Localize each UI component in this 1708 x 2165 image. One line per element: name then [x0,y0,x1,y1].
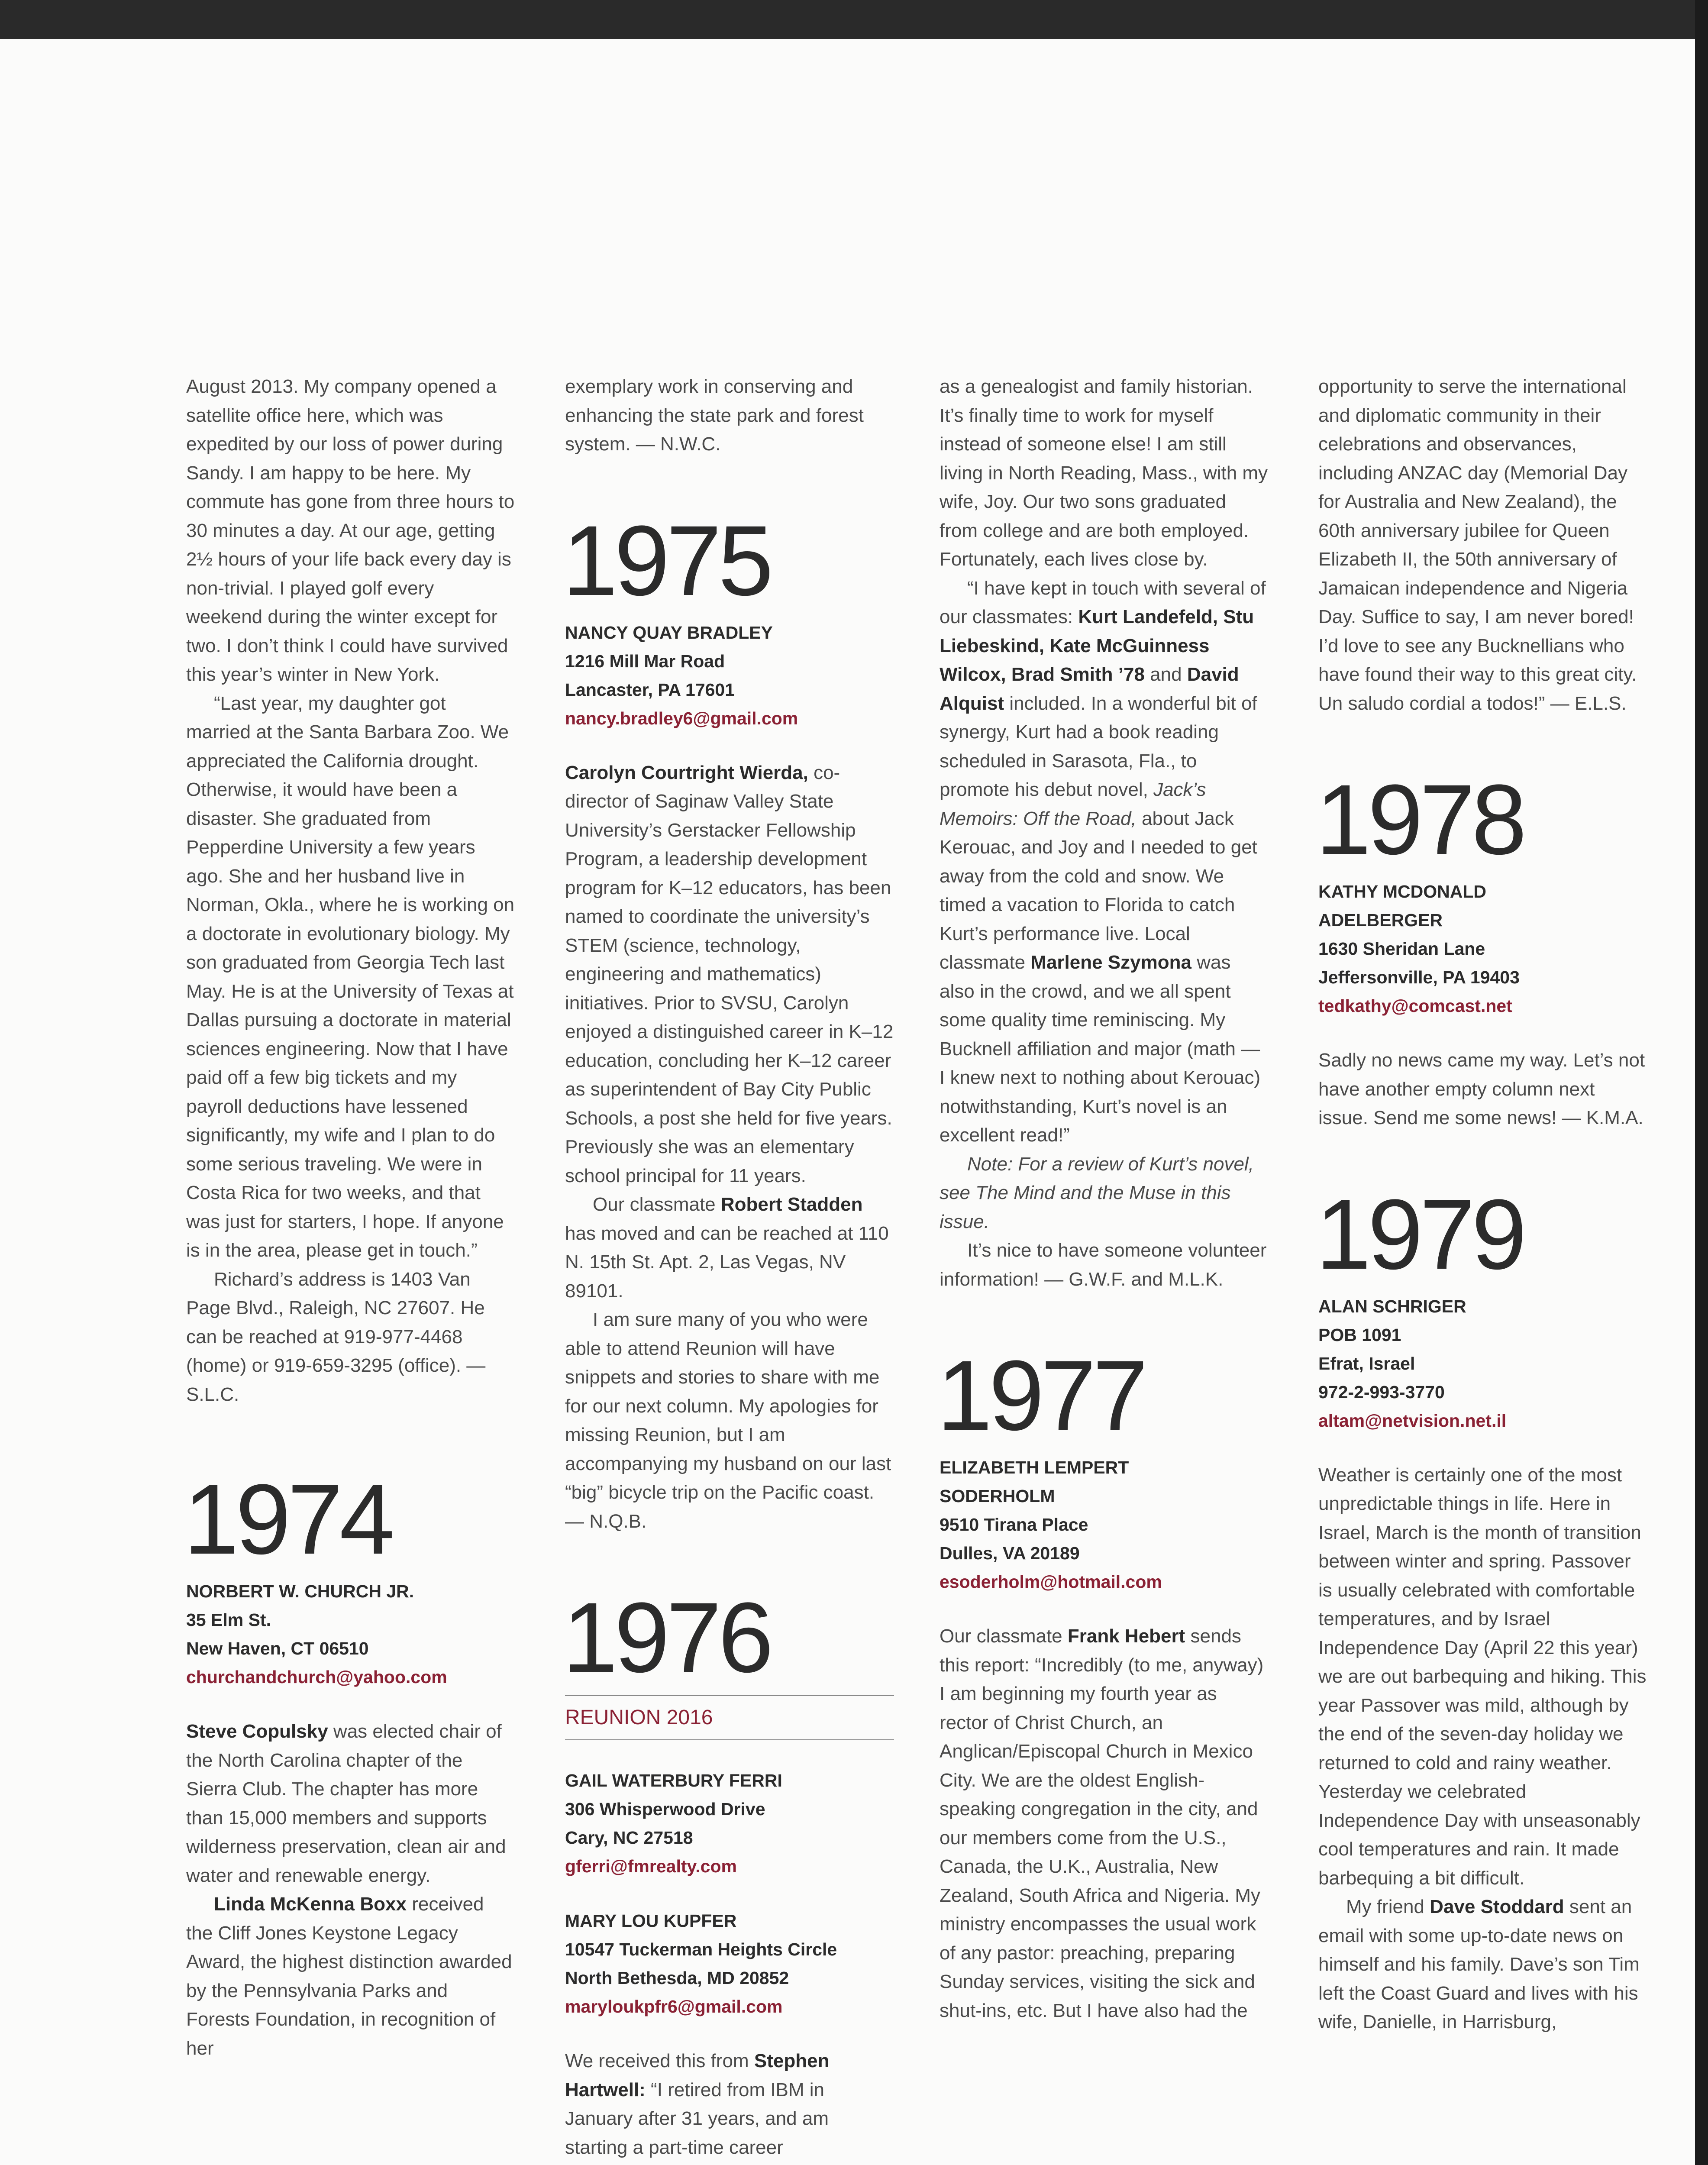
paragraph: It’s nice to have someone volunteer information! — G.W.F. and M.L.K. [940,1240,1267,1290]
contact-name: MARY LOU KUPFER [565,1911,737,1931]
class-contact [186,1577,515,1691]
contact-name: ADELBERGER [1318,910,1443,930]
contact-phone: 972-2-993-3770 [1318,1382,1445,1402]
paragraph: Sadly no news came my way. Let’s not have another empty column next issue. Send me some news! — K.M.A. [1318,1050,1645,1128]
contact-name: ALAN SCHRIGER [1318,1296,1466,1316]
paragraph: Richard’s address is 1403 Van Page Blvd., Raleigh, NC 27607. He can be reached at 919-977-4468 (home) or 919-659-3295 (office). — S.L.C. [186,1268,486,1405]
contact-street: 35 Elm St. [186,1610,271,1630]
contact-name: ELIZABETH LEMPERT [940,1457,1129,1477]
paragraph: Weather is certainly one of the most unpredictable things in life. Here in Israel, March is the month of transition between winter and spring. Passover is usually celebrated with comfortable temperatures, and by Israel Independence Day (April 22 this year) we are out barbequing and hiking. This year Passover was mild, although by the end of the seven-day holiday we returned to cold and rainy weather. Yesterday we celebrated Independence Day with unseasonably cool temperatures and rain. It made barbequing a bit difficult. [1318,1464,1647,1889]
paragraph: opportunity to serve the international and diplomatic community in their celebrations and observances, including ANZAC day (Memorial Day for Australia and New Zealand), the 60th anniversary jubilee for Queen Elizabeth II, the 50th anniversary of Jamaican independence and Nigeria Day. Suffice to say, I am never bored! I’d love to see any Bucknellians who have found their way to this great city. Un saludo cordial a todos!” — E.L.S. [1318,376,1637,714]
contact-name: KATHY MCDONALD [1318,882,1486,902]
class-year-heading: 1975 [562,504,770,616]
class-year-heading: 1978 [1316,764,1524,875]
contact-email[interactable]: esoderholm@hotmail.com [940,1572,1162,1592]
class-year-heading: 1974 [184,1464,391,1575]
contact-city: New Haven, CT 06510 [186,1638,369,1658]
paragraph: I am sure many of you who were able to attend Reunion will have snippets and stories to share with me for our next column. My apologies for missing Reunion, but I am accompanying my husband on our last “big” bicycle trip on the Pacific coast. — N.Q.B. [565,1309,891,1532]
paragraph: My friend Dave Stoddard sent an email with some up-to-date news on himself and his family. Dave’s son Tim left the Coast Guard and lives with his wife, Danielle, in Harrisburg, [1318,1896,1640,2033]
contact-city: Dulles, VA 20189 [940,1543,1080,1563]
contact-city: Lancaster, PA 17601 [565,679,735,700]
column-4 [1318,372,1647,2037]
magazine-page [0,39,1708,2165]
column-2 [562,372,894,2162]
paragraph: “I have kept in touch with several of our classmates: Kurt Landefeld, Stu Liebeskind, Kate McGuinness Wilcox, Brad Smith ’78 and David Alquist included. In a wonderful bit of synergy, Kurt had a book reading scheduled in Sarasota, Fla., to promote his debut novel, Jack’s Memoirs: Off the Road, about Jack Kerouac, and Joy and I needed to get away from the cold and snow. We timed a vacation to Florida to catch Kurt’s performance live. Local classmate Marlene Szymona was also in the crowd, and we all spent some quality time reminiscing. My Bucknell affiliation and major (math — I knew next to nothing about Kerouac) notwithstanding, Kurt’s novel is an excellent read!” [940,577,1266,1146]
paragraph: August 2013. My company opened a satellite office here, which was expedited by our loss of power during Sandy. I am happy to be here. My commute has gone from three hours to 30 minutes a day. At our age, getting 2½ hours of your life back every day is non-trivial. I played golf every weekend during the winter except for two. I don’t think I could have survived this year’s winter in New York. [186,376,515,685]
column-3 [937,372,1269,2025]
contact-name: SODERHOLM [940,1486,1055,1506]
column-1 [186,372,515,2063]
paragraph: Steve Copulsky was elected chair of the North Carolina chapter of the Sierra Club. The chapter has more than 15,000 members and supports wilderness preservation, clean air and water and renewable energy. [186,1721,506,1886]
class-year-heading: 1979 [1316,1178,1524,1290]
editor-note: Note: For a review of Kurt’s novel, see The Mind and the Muse in this issue. [940,1153,1254,1232]
contact-street: 1216 Mill Mar Road [565,651,725,671]
contact-email[interactable]: altam@netvision.net.il [1318,1410,1507,1431]
paragraph: exemplary work in conserving and enhancing the state park and forest system. — N.W.C. [565,376,864,455]
class-contact [565,1906,894,2021]
contact-name: NANCY QUAY BRADLEY [565,622,773,643]
contact-city: Cary, NC 27518 [565,1828,693,1848]
contact-name: GAIL WATERBURY FERRI [565,1771,782,1790]
paragraph: “Last year, my daughter got married at the Santa Barbara Zoo. We appreciated the California drought. Otherwise, it would have been a disaster. She graduated from Pepperdine University a few years ago. She and her husband live in Norman, Okla., where he is working on a doctorate in evolutionary biology. My son graduated from Georgia Tech last May. He is at the University of Texas at Dallas pursuing a doctorate in material sciences engineering. Now that I have paid off a few big tickets and my payroll deductions have lessened significantly, my wife and I plan to do some serious traveling. We were in Costa Rica for two weeks, and that was just for starters, I hope. If anyone is in the area, please get in touch.” [186,692,515,1261]
contact-email[interactable]: tedkathy@comcast.net [1318,996,1512,1016]
class-year-heading: 1976 [562,1582,770,1693]
paragraph: We received this from Stephen Hartwell: “I retired from IBM in January after 31 years, and am starting a part-time career [565,2050,830,2158]
contact-email[interactable]: churchandchurch@yahoo.com [186,1667,447,1687]
class-contact [1318,1292,1647,1435]
contact-city: Jeffersonville, PA 19403 [1318,967,1520,987]
paragraph: Our classmate Frank Hebert sends this report: “Incredibly (to me, anyway) I am beginning my fourth year as rector of Christ Church, an Anglican/Episcopal Church in Mexico City. We are the oldest English-speaking congregation in the city, and our members come from the U.S., Canada, the U.K., Australia, New Zealand, South Africa and Nigeria. My ministry encompasses the usual work of any pastor: preaching, preparing Sunday services, visiting the sick and shut-ins, etc. But I have also had the [940,1625,1264,2021]
paragraph: Carolyn Courtright Wierda, co-director of Saginaw Valley State University’s Gerstacker Fellowship Program, a leadership development program for K–12 educators, has been named to coordinate the university’s STEM (science, technology, engineering and mathematics) initiatives. Prior to SVSU, Carolyn enjoyed a distinguished career in K–12 education, concluding her K–12 career as superintendent of Bay City Public Schools, a post she held for five years. Previously she was an elementary school principal for 11 years. [565,762,894,1186]
binding-edge [1695,0,1708,2165]
contact-street: 9510 Tirana Place [940,1515,1088,1535]
contact-street: 10547 Tuckerman Heights Circle [565,1939,837,1959]
paragraph: Linda McKenna Boxx received the Cliff Jones Keystone Legacy Award, the highest distinction awarded by the Pennsylvania Parks and Forests Foundation, in recognition of her [186,1894,512,2059]
contact-email[interactable]: maryloukpfr6@gmail.com [565,1997,783,2016]
class-contact [1318,877,1647,1020]
contact-street: POB 1091 [1318,1325,1401,1345]
paragraph: as a genealogist and family historian. It’s finally time to work for myself instead of someone else! I am still living in North Reading, Mass., with my wife, Joy. Our two sons graduated from college and are both employed. Fortunately, each lives close by. [940,376,1268,570]
contact-street: 306 Whisperwood Drive [565,1799,765,1819]
paragraph: Our classmate Robert Stadden has moved and can be reached at 110 N. 15th St. Apt. 2, Las Vegas, NV 89101. [565,1194,889,1302]
contact-email[interactable]: nancy.bradley6@gmail.com [565,708,798,728]
class-contact [565,618,894,733]
contact-email[interactable]: gferri@fmrealty.com [565,1856,737,1876]
contact-street: 1630 Sheridan Lane [1318,939,1485,959]
contact-city: Efrat, Israel [1318,1353,1415,1373]
reunion-banner: REUNION 2016 [565,1695,894,1740]
class-contact [940,1453,1269,1596]
class-contact [565,1766,894,1881]
contact-name: NORBERT W. CHURCH JR. [186,1581,414,1601]
contact-city: North Bethesda, MD 20852 [565,1968,789,1988]
class-year-heading: 1977 [937,1340,1145,1451]
